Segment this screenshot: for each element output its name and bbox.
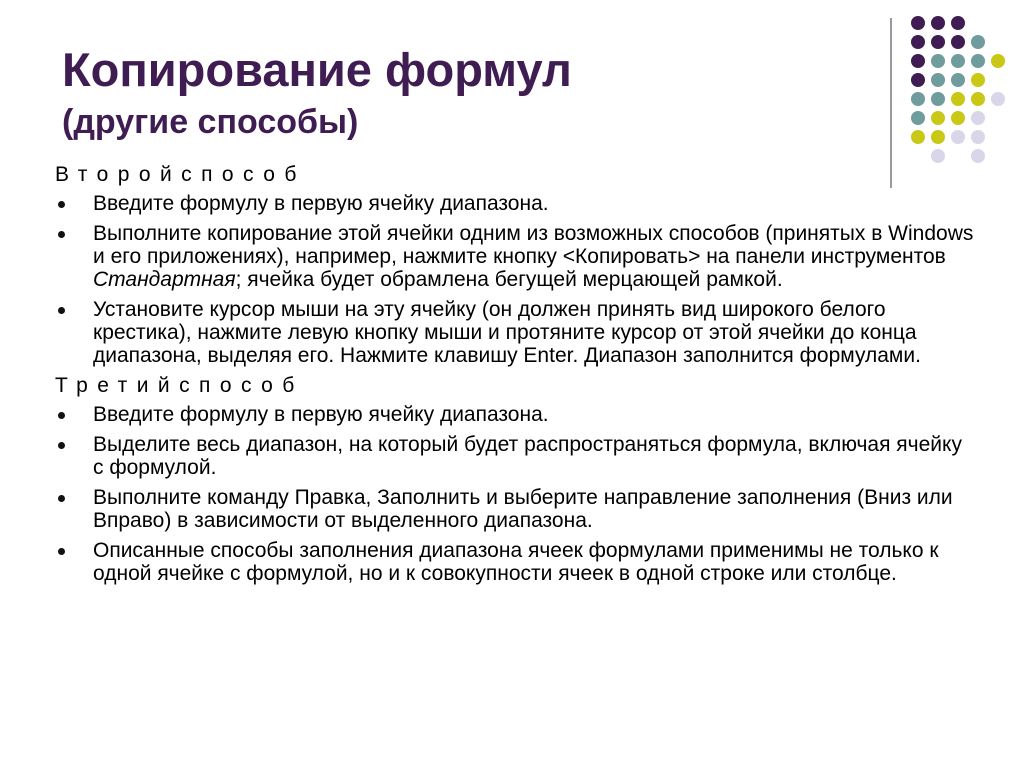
decor-dot	[951, 16, 965, 30]
decor-dot	[971, 130, 985, 144]
decor-dot	[931, 16, 945, 30]
list-item: Введите формулу в первую ячейку диапазона.	[55, 403, 975, 426]
decor-dot	[911, 73, 925, 87]
list-item: Описанные способы заполнения диапазона ячеек формулами применимы не только к одной ячейке с формулой, но и к совокупности ячеек в одной строке или столбце.	[55, 539, 975, 585]
list-item: Введите формулу в первую ячейку диапазона.	[55, 192, 975, 215]
decor-dot	[911, 92, 925, 106]
list-item: Установите курсор мыши на эту ячейку (он должен принять вид широкого белого крестика), нажмите левую кнопку мыши и протяните курсор от этой ячейки до конца диапазона, выделяя его. Нажмите клавишу Enter. Диапазон заполнится формулами.	[55, 298, 975, 367]
section-heading-third: Третийспособ	[55, 374, 304, 397]
decor-dot	[931, 73, 945, 87]
decor-dot	[951, 73, 965, 87]
section-heading-second: Второйспособ	[55, 163, 306, 186]
decor-dot	[911, 111, 925, 125]
decor-dot	[951, 35, 965, 49]
list-item	[55, 222, 975, 291]
decor-dot	[931, 35, 945, 49]
decor-dot	[911, 35, 925, 49]
decor-dot	[991, 92, 1005, 106]
decor-dot	[971, 92, 985, 106]
toolbar-name-italic: Стандартная	[93, 268, 236, 291]
decor-dot	[951, 130, 965, 144]
title-main: Копирование формул	[62, 43, 572, 96]
list-item-text: Выполните копирование этой ячейки одним из возможных способов (принятых в Windows и его приложениях), например, нажмите кнопку <Копировать> на панели инструментов	[93, 222, 974, 268]
title-subtitle: (другие способы)	[62, 102, 359, 141]
bullet-list-second	[55, 192, 975, 367]
decor-dot	[911, 130, 925, 144]
decor-dot	[971, 54, 985, 68]
list-item: Выделите весь диапазон, на который будет распространяться формула, включая ячейку с формулой.	[55, 433, 975, 479]
decor-dot	[931, 111, 945, 125]
list-item: Выполните команду Правка, Заполнить и выберите направление заполнения (Вниз или Вправо) в зависимости от выделенного диапазона.	[55, 486, 975, 532]
decor-dot	[991, 54, 1005, 68]
decor-dot	[971, 149, 985, 163]
bullet-list-third	[55, 403, 975, 585]
decor-dot	[971, 73, 985, 87]
decor-dot	[931, 149, 945, 163]
decor-dot	[951, 54, 965, 68]
list-item-text: ; ячейка будет обрамлена бегущей мерцающей рамкой.	[235, 268, 783, 291]
decor-dot	[931, 54, 945, 68]
decor-dot	[911, 54, 925, 68]
decor-dot	[971, 111, 985, 125]
decor-dot	[911, 16, 925, 30]
slide-body	[55, 163, 975, 592]
decor-dot	[951, 111, 965, 125]
decor-dot	[931, 92, 945, 106]
decor-dot	[931, 130, 945, 144]
decor-dot	[951, 92, 965, 106]
decor-dot	[971, 35, 985, 49]
